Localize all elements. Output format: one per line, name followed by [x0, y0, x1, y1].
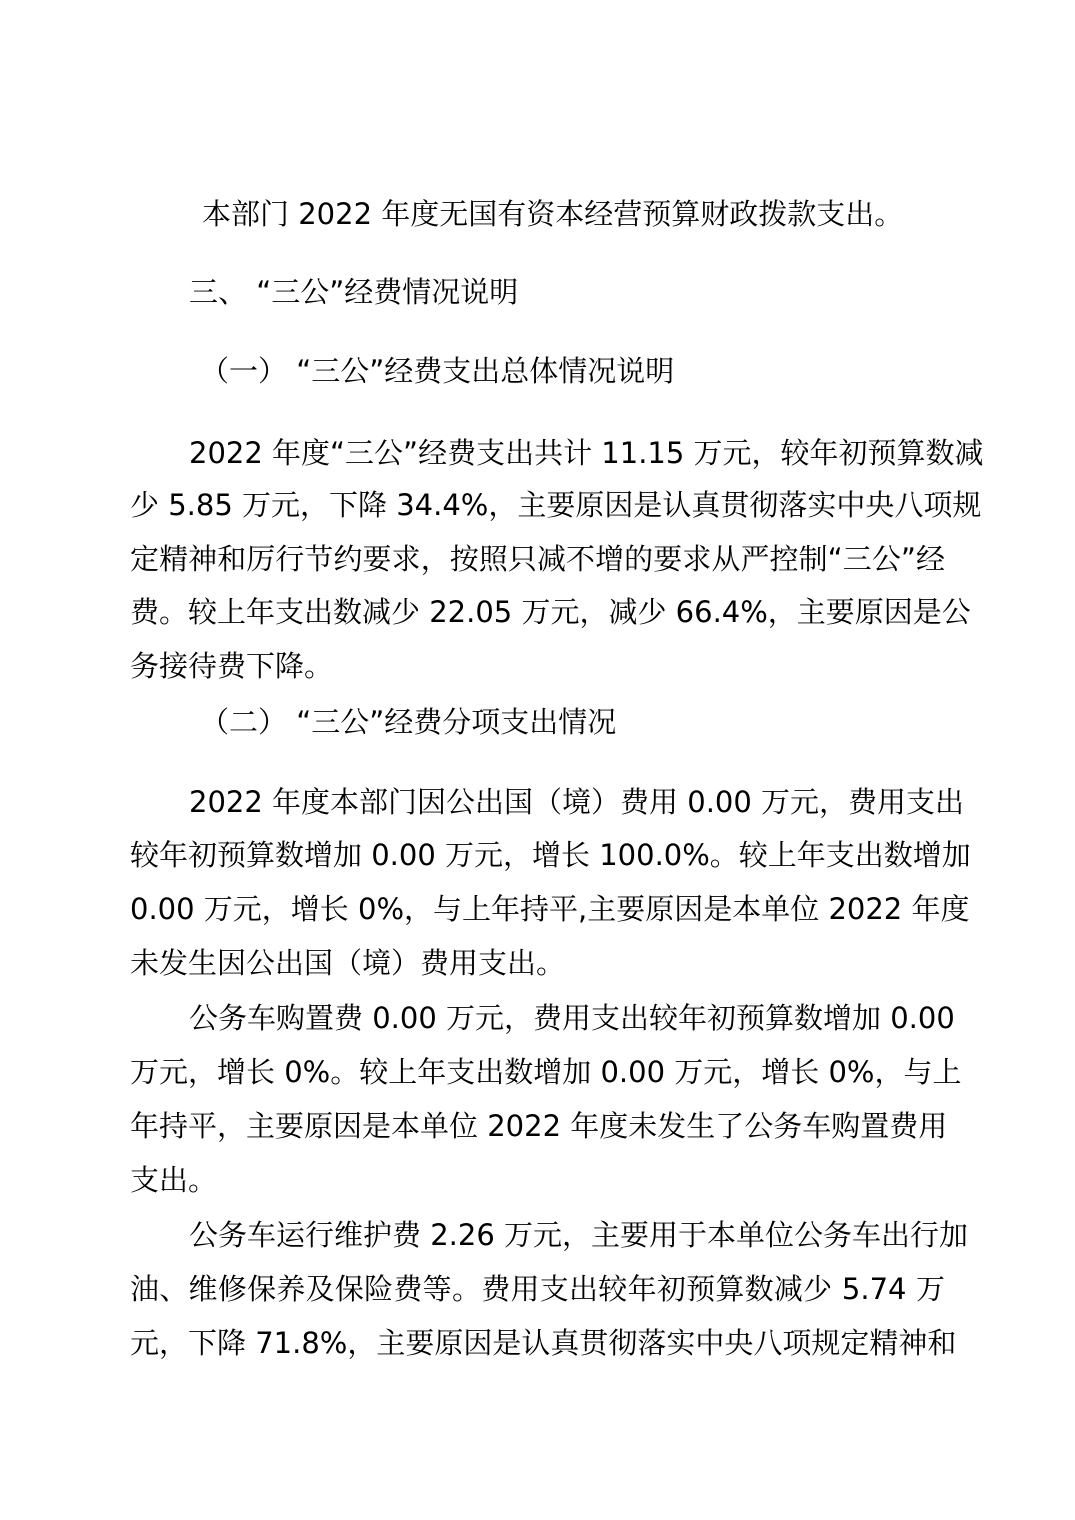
paragraph-line: 支出。 — [130, 1163, 218, 1197]
section-heading: 三、 “三公”经费情况说明 — [189, 275, 519, 309]
paragraph-line: 油、维修保养及保险费等。费用支出较年初预算数减少 5.74 万 — [130, 1272, 945, 1306]
paragraph-line: 定精神和厉行节约要求，按照只减不增的要求从严控制“三公”经 — [130, 542, 945, 576]
paragraph-line: 万元，增长 0%。较上年支出数增加 0.00 万元，增长 0%，与上 — [130, 1055, 962, 1089]
paragraph-line: 2022 年度本部门因公出国（境）费用 0.00 万元，费用支出 — [189, 785, 965, 819]
paragraph-line: 公务车购置费 0.00 万元，费用支出较年初预算数增加 0.00 — [189, 1001, 955, 1035]
paragraph-line: 费。较上年支出数减少 22.05 万元，减少 66.4%，主要原因是公 — [130, 595, 971, 629]
paragraph-line: 元，下降 71.8%，主要原因是认真贯彻落实中央八项规定精神和 — [130, 1326, 957, 1360]
paragraph-line: 公务车运行维护费 2.26 万元，主要用于本单位公务车出行加 — [189, 1218, 969, 1252]
intro-line: 本部门 2022 年度无国有资本经营预算财政拨款支出。 — [202, 197, 904, 231]
paragraph-line: 务接待费下降。 — [130, 649, 334, 683]
paragraph-line: 少 5.85 万元，下降 34.4%，主要原因是认真贯彻落实中央八项规 — [130, 488, 982, 522]
subsection-heading: （二） “三公”经费分项支出情况 — [200, 705, 617, 739]
subsection-heading: （一） “三公”经费支出总体情况说明 — [200, 354, 675, 388]
paragraph-line: 较年初预算数增加 0.00 万元，增长 100.0%。较上年支出数增加 — [130, 838, 971, 872]
paragraph-line: 0.00 万元，增长 0%，与上年持平,主要原因是本单位 2022 年度 — [130, 892, 970, 926]
paragraph-line: 年持平，主要原因是本单位 2022 年度未发生了公务车购置费用 — [130, 1109, 948, 1143]
paragraph-line: 2022 年度“三公”经费支出共计 11.15 万元，较年初预算数减 — [189, 436, 984, 470]
paragraph-line: 未发生因公出国（境）费用支出。 — [130, 946, 566, 980]
